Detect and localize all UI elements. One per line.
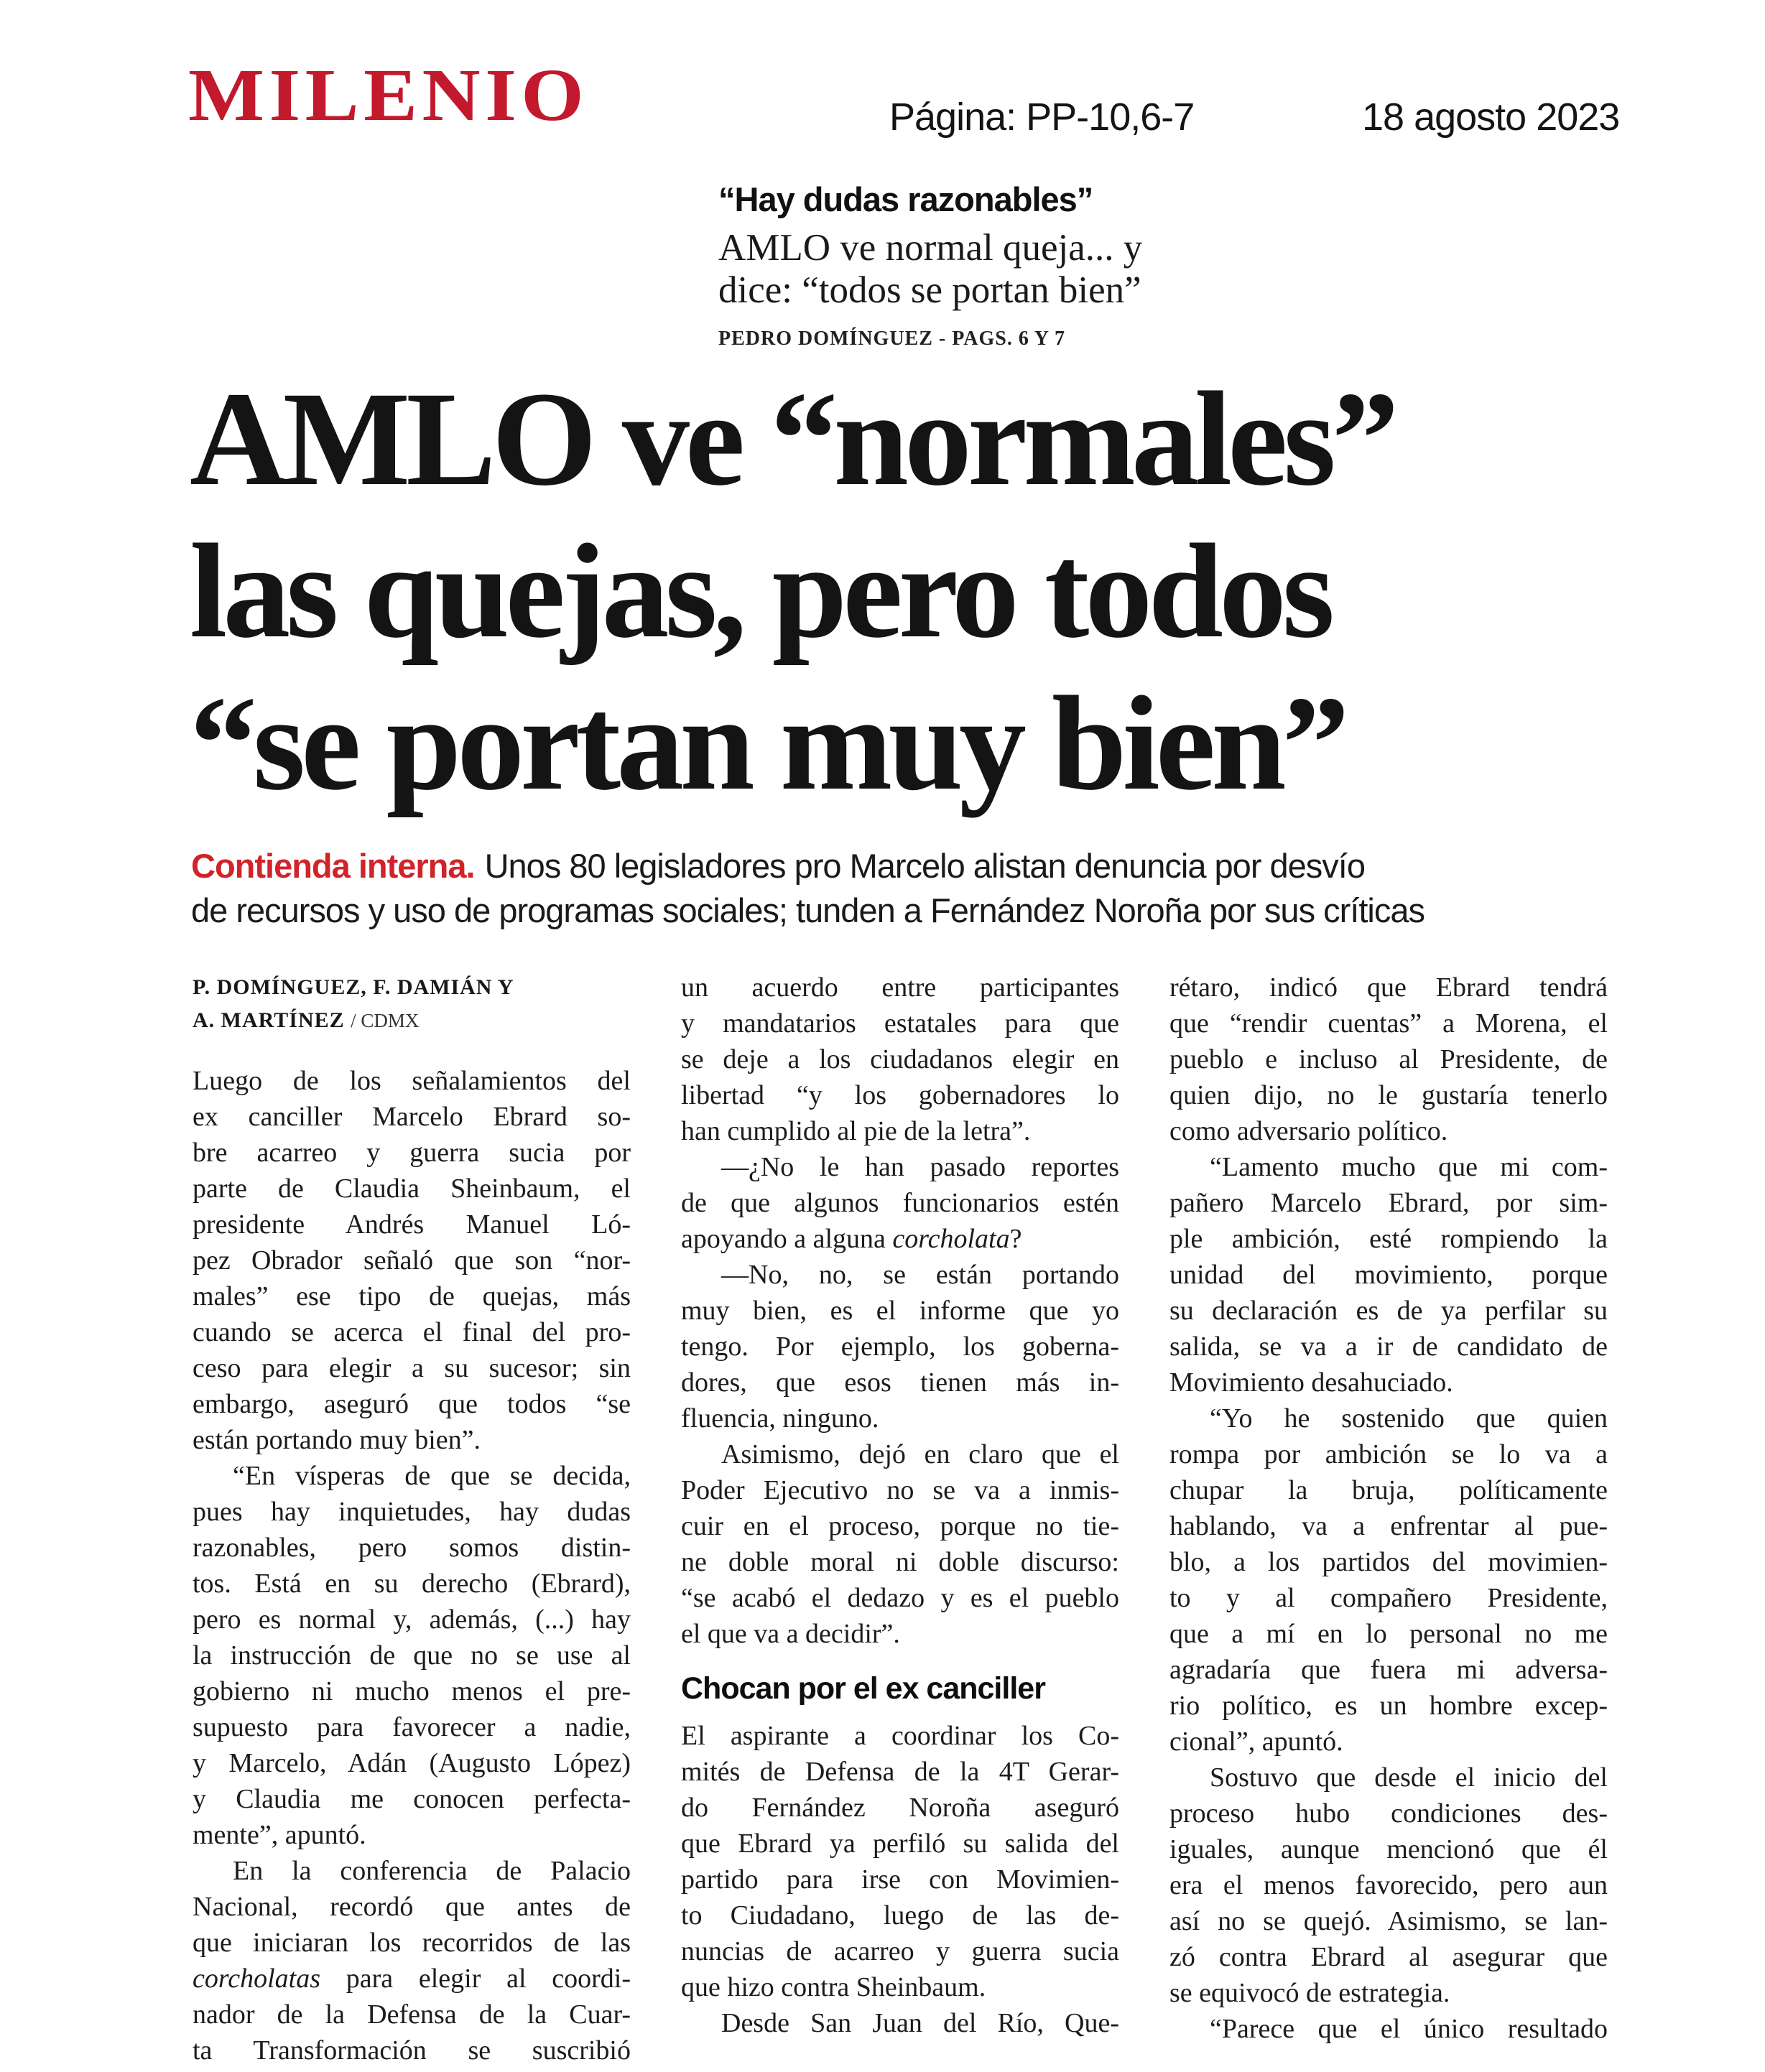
- body-line: chupar la bruja, políticamente: [1169, 1475, 1608, 1505]
- body-line: han cumplido al pie de la letra”.: [681, 1116, 1031, 1146]
- body-line: Asimismo, dejó en claro que el: [721, 1439, 1119, 1469]
- byline-location: / CDMX: [351, 1010, 420, 1031]
- body-line: Nacional, recordó que antes de: [193, 1892, 631, 1922]
- body-line: dores, que esos tienen más in-: [681, 1367, 1119, 1398]
- article-column-2: [681, 970, 1119, 2041]
- body-line: tos. Está en su derecho (Ebrard),: [193, 1569, 631, 1599]
- body-line: Desde San Juan del Río, Que-: [721, 2008, 1119, 2038]
- body-line: que iniciaran los recorridos de las: [193, 1928, 631, 1958]
- standfirst: [191, 844, 1628, 933]
- body-line: la instrucción de que no se use al: [193, 1640, 631, 1671]
- body-line: ple ambición, esté rompiendo la: [1169, 1224, 1608, 1254]
- body-line: blo, a los partidos del movimien-: [1169, 1547, 1608, 1577]
- body-line: están portando muy bien”.: [193, 1425, 481, 1455]
- body-line: bre acarreo y guerra sucia por: [193, 1138, 631, 1168]
- main-headline: [190, 363, 1626, 819]
- body-line: el que va a decidir”.: [681, 1619, 900, 1649]
- body-line: era el menos favorecido, pero aun: [1169, 1870, 1608, 1900]
- body-line: se equivocó de estrategia.: [1169, 1978, 1450, 2008]
- body-line: quien dijo, no le gustaría tenerlo: [1169, 1080, 1608, 1110]
- body-line: “Lamento mucho que mi com-: [1210, 1152, 1608, 1182]
- body-line: —¿No le han pasado reportes: [721, 1152, 1119, 1182]
- article-column-3: [1169, 970, 1608, 2047]
- body-line: “En vísperas de que se decida,: [233, 1461, 631, 1491]
- body-line: —No, no, se están portando: [721, 1260, 1119, 1290]
- body-line: nuncias de acarreo y guerra sucia: [681, 1936, 1119, 1966]
- body-line: como adversario político.: [1169, 1116, 1448, 1146]
- body-line: gobierno ni mucho menos el pre-: [193, 1676, 631, 1706]
- body-line: pues hay inquietudes, hay dudas: [193, 1497, 631, 1527]
- body-line: Sostuvo que desde el inicio del: [1210, 1762, 1608, 1793]
- body-line: ne doble moral ni doble discurso:: [681, 1547, 1119, 1577]
- body-line: que a mí en lo personal no me: [1169, 1619, 1608, 1649]
- body-line: zó contra Ebrard al asegurar que: [1169, 1942, 1608, 1972]
- body-line: “Parece que el único resultado: [1210, 2014, 1608, 2044]
- body-line: partido para irse con Movimien-: [681, 1864, 1119, 1895]
- body-line: y Claudia me conocen perfecta-: [193, 1784, 631, 1814]
- headline-line-3: “se portan muy bien”: [190, 668, 1345, 818]
- body-line: apoyando a alguna corcholata?: [681, 1224, 1022, 1254]
- body-line: pañero Marcelo Ebrard, por sim-: [1169, 1188, 1608, 1218]
- body-line: unidad del movimiento, porque: [1169, 1260, 1608, 1290]
- body-line: Poder Ejecutivo no se va a inmis-: [681, 1475, 1119, 1505]
- body-line: tengo. Por ejemplo, los goberna-: [681, 1332, 1119, 1362]
- body-line: nador de la Defensa de la Cuar-: [193, 1999, 631, 2030]
- body-line: Luego de los señalamientos del: [193, 1066, 631, 1096]
- body-line: pero es normal y, además, (...) hay: [193, 1604, 631, 1635]
- body-line: embargo, aseguró que todos “se: [193, 1389, 631, 1419]
- body-line: de que algunos funcionarios estén: [681, 1188, 1119, 1218]
- body-line: ex canciller Marcelo Ebrard so-: [193, 1102, 631, 1132]
- body-line: se deje a los ciudadanos elegir en: [681, 1044, 1119, 1074]
- body-line: salida, se va a ir de candidato de: [1169, 1332, 1608, 1362]
- body-line: “se acabó el dedazo y es el pueblo: [681, 1583, 1119, 1613]
- body-line: rio político, es un hombre excep-: [1169, 1691, 1608, 1721]
- byline-authors-line-2: [193, 1004, 631, 1037]
- milenio-logo: MILENIO: [188, 54, 589, 136]
- body-line: fluencia, ninguno.: [681, 1403, 879, 1434]
- body-line: hablando, va a enfrentar al pue-: [1169, 1511, 1608, 1541]
- body-line: su declaración es de ya perfilar su: [1169, 1296, 1608, 1326]
- body-line: to y al compañero Presidente,: [1169, 1583, 1608, 1613]
- body-line: que Ebrard ya perfiló su salida del: [681, 1829, 1119, 1859]
- page-number-label: Página: PP-10,6-7: [889, 96, 1195, 139]
- body-line: ta Transformación se suscribió: [193, 2035, 631, 2066]
- headline-line-1: AMLO ve “normales”: [190, 363, 1395, 514]
- body-line: así no se quejó. Asimismo, se lan-: [1169, 1906, 1608, 1936]
- byline-authors-line-1: P. DOMÍNGUEZ, F. DAMIÁN Y: [193, 975, 514, 999]
- body-line: un acuerdo entre participantes: [681, 972, 1119, 1003]
- edition-date: 18 agosto 2023: [1362, 96, 1620, 139]
- body-line: que “rendir cuentas” a Morena, el: [1169, 1008, 1608, 1039]
- body-line: rétaro, indicó que Ebrard tendrá: [1169, 972, 1608, 1003]
- front-page-refer: [718, 180, 1365, 350]
- standfirst-line-2: de recursos y uso de programas sociales; tunden a Fernández Noroña por sus críticas: [191, 891, 1424, 929]
- byline-author: A. MARTÍNEZ: [193, 1008, 345, 1032]
- body-line: males” ese tipo de quejas, más: [193, 1281, 631, 1311]
- body-line: “Yo he sostenido que quien: [1210, 1403, 1608, 1434]
- body-line: agradaría que fuera mi adversa-: [1169, 1655, 1608, 1685]
- body-line: cuando se acerca el final del pro-: [193, 1317, 631, 1347]
- body-line: En la conferencia de Palacio: [233, 1856, 631, 1886]
- refer-credit: PEDRO DOMÍNGUEZ - PAGS. 6 Y 7: [718, 327, 1065, 350]
- body-line: parte de Claudia Sheinbaum, el: [193, 1174, 631, 1204]
- body-line: y Marcelo, Adán (Augusto López): [193, 1748, 631, 1778]
- body-line: mente”, apuntó.: [193, 1820, 366, 1850]
- headline-line-2: las quejas, pero todos: [190, 516, 1331, 666]
- body-line: cuir en el proceso, porque no tie-: [681, 1511, 1119, 1541]
- body-line: supuesto para favorecer a nadie,: [193, 1712, 631, 1742]
- body-line: presidente Andrés Manuel Ló-: [193, 1209, 631, 1240]
- body-line: razonables, pero somos distin-: [193, 1533, 631, 1563]
- body-line: corcholatas para elegir al coordi-: [193, 1964, 631, 1994]
- standfirst-label: Contienda interna.: [191, 847, 475, 885]
- body-line: ceso para elegir a su sucesor; sin: [193, 1353, 631, 1383]
- body-line: y mandatarios estatales para que: [681, 1008, 1119, 1039]
- body-line: to Ciudadano, luego de las de-: [681, 1900, 1119, 1931]
- article-column-1: [193, 1063, 631, 2068]
- body-line: Movimiento desahuciado.: [1169, 1367, 1453, 1398]
- body-line: pueblo e incluso al Presidente, de: [1169, 1044, 1608, 1074]
- body-line: El aspirante a coordinar los Co-: [681, 1721, 1119, 1751]
- refer-headline-line-1: AMLO ve normal queja... y: [718, 227, 1143, 269]
- body-line: que hizo contra Sheinbaum.: [681, 1972, 986, 2002]
- refer-headline-line-2: dice: “todos se portan bien”: [718, 269, 1141, 311]
- section-subhead: Chocan por el ex canciller: [681, 1671, 1045, 1706]
- body-line: rompa por ambición se lo va a: [1169, 1439, 1608, 1469]
- body-line: muy bien, es el informe que yo: [681, 1296, 1119, 1326]
- body-line: libertad “y los gobernadores lo: [681, 1080, 1119, 1110]
- standfirst-text-1: Unos 80 legisladores pro Marcelo alistan denuncia por desvío: [484, 847, 1366, 885]
- body-line: mités de Defensa de la 4T Gerar-: [681, 1757, 1119, 1787]
- standfirst-line-1: [191, 844, 1628, 888]
- body-line: pez Obrador señaló que son “nor-: [193, 1245, 631, 1276]
- refer-kicker-quote: “Hay dudas razonables”: [718, 180, 1093, 218]
- byline: [193, 971, 631, 1037]
- body-line: proceso hubo condiciones des-: [1169, 1798, 1608, 1829]
- body-line: iguales, aunque mencionó que él: [1169, 1834, 1608, 1864]
- body-line: cional”, apuntó.: [1169, 1727, 1343, 1757]
- body-line: do Fernández Noroña aseguró: [681, 1793, 1119, 1823]
